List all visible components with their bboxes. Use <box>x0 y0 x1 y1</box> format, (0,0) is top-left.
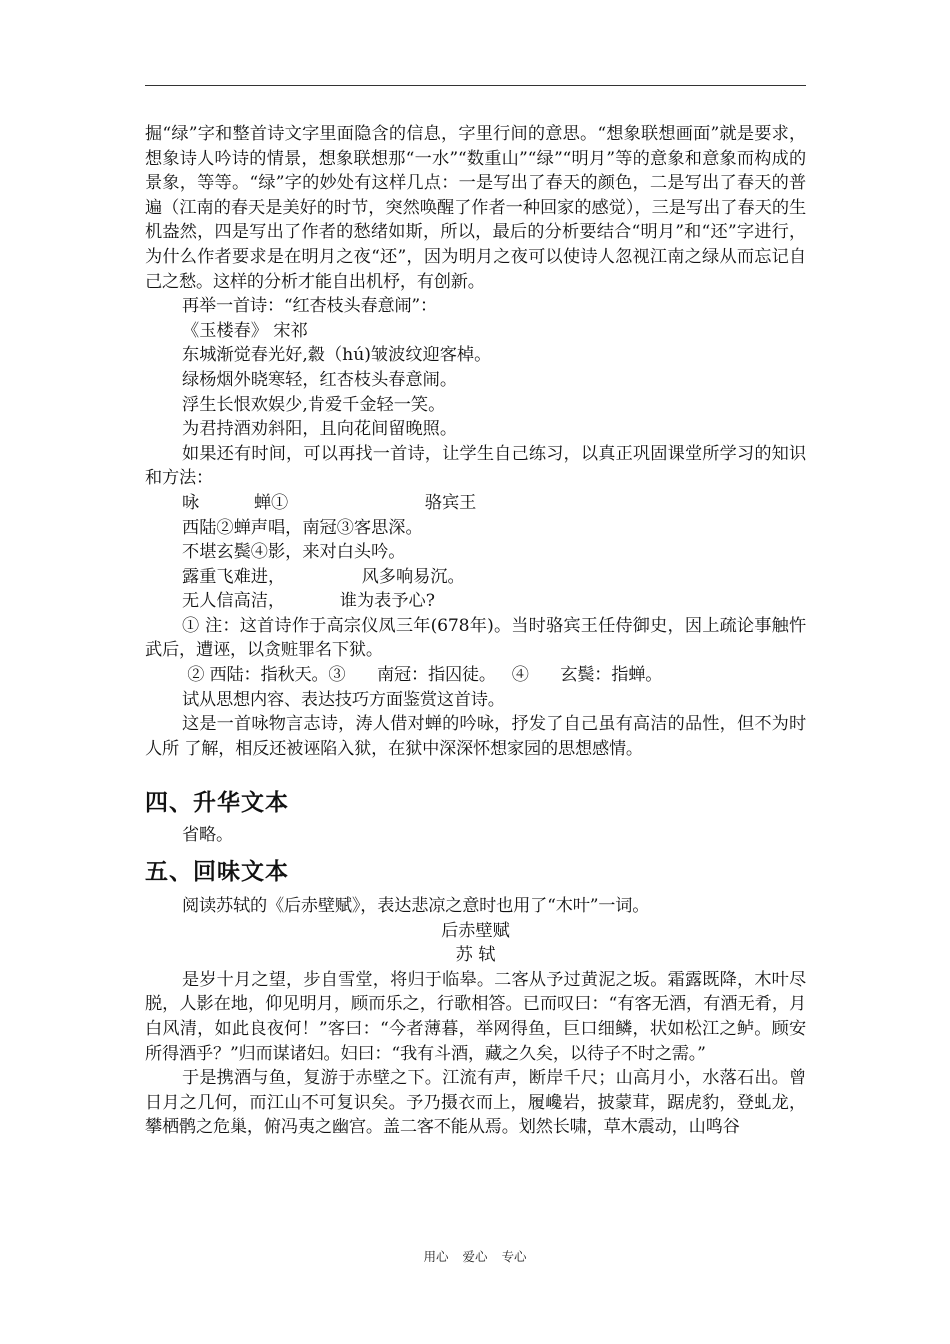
fu-paragraph: 于是携酒与鱼，复游于赤壁之下。江流有声，断岸千尺；山高月小，水落石出。曾日月之几何，而江山不可复识矣。予乃摄衣而上，履巉岩，披蒙茸，踞虎豹，登虬龙，攀栖鹘之危巢，俯冯夷之幽宫。盖二客不能从焉。划然长啸，草木震动，山鸣谷 <box>145 1068 806 1138</box>
section5-heading: 五、回味文本 <box>145 859 289 886</box>
practice-intro: 如果还有时间，可以再找一首诗，让学生自己练习，以真正巩固课堂所学习的知识和方法： <box>145 443 806 489</box>
poem2-analysis: 这是一首咏物言志诗，涛人借对蝉的吟咏，抒发了自己虽有高洁的品性，但不为时人所 了解，相反还被诬陷入狱，在狱中深深怀想家园的思想感情。 <box>145 714 806 759</box>
poem1-line: 绿杨烟外晓寒轻，红杏枝头春意闹。 <box>182 369 458 390</box>
poem1-line: 为君持酒劝斜阳，且向花间留晚照。 <box>182 419 458 440</box>
poem2-line: 露重飞难进， 风多响易沉。 <box>182 566 465 587</box>
poem1-title: 《玉楼春》 宋祁 <box>182 320 308 341</box>
poem2-title: 咏 蝉① 骆宾王 <box>182 492 477 513</box>
poem1-line: 东城渐觉春光好,縠（hú)皱波纹迎客棹。 <box>182 345 492 366</box>
poem2-line: 无人信高洁， 谁为表予心? <box>182 591 435 612</box>
page-footer: 用心 爱心 专心 <box>423 1249 527 1264</box>
poem2-note-1: ① 注：这首诗作于高宗仪凤三年(678年)。当时骆宾王任侍御史，因上疏论事触忤武后，遭诬，以贪赃罪名下狱。 <box>145 615 806 661</box>
fu-paragraph: 是岁十月之望，步自雪堂，将归于临皋。二客从予过黄泥之坂。霜露既降，木叶尽脱，人影在地，仰见明月，顾而乐之，行歌相答。已而叹曰：“有客无酒，有酒无肴，月白风清，如此良夜何！”客曰：“今者薄暮，举网得鱼，巨口细鳞，状如松江之鲈。顾安所得酒乎？”归而谋诸妇。妇曰：“我有斗酒，藏之久矣，以待子不时之需。” <box>145 969 806 1064</box>
section5-intro: 阅读苏轼的《后赤壁赋》，表达悲凉之意时也用了“木叶”一词。 <box>182 896 650 917</box>
section4-body: 省略。 <box>182 825 233 846</box>
fu-title: 后赤壁赋 <box>441 920 510 941</box>
poem2-note-2: ② 西陆：指秋天。③ 南冠：指囚徒。 ④ 玄鬓：指蝉。 <box>182 665 663 686</box>
document-body <box>145 122 806 1140</box>
intro-paragraph: 掘“绿”字和整首诗文字里面隐含的信息，字里行间的意思。“想象联想画面”就是要求，想象诗人吟诗的情景，想象联想那“一水”“数重山”“绿”“明月”等的意象和意象而构成的景象，等等。“绿”字的妙处有这样几点：一是写出了春天的颜色，二是写出了春天的普遍（江南的春天是美好的时节，突然唤醒了作者一种回家的感觉），三是写出了春天的生机盎然，四是写出了作者的愁绪如斯，所以，最后的分析要结合“明月”和“还”字进行，为什么作者要求是在明月之夜“还”，因为明月之夜可以使诗人忽视江南之绿从而忘记自己之愁。这样的分析才能自出机杼，有创新。 <box>145 124 806 292</box>
section4-heading: 四、升华文本 <box>145 790 289 817</box>
poem1-intro: 再举一首诗：“红杏枝头春意闹”： <box>182 296 437 317</box>
poem1-line: 浮生长恨欢娱少,肯爱千金轻一笑。 <box>182 394 446 415</box>
poem2-line: 西陆②蝉声唱，南冠③客思深。 <box>182 517 423 538</box>
poem2-line: 不堪玄鬓④影，来对白头吟。 <box>182 542 406 563</box>
poem2-task: 试从思想内容、表达技巧方面鉴赏这首诗。 <box>182 689 505 710</box>
fu-author: 苏 轼 <box>455 945 496 966</box>
header-rule <box>145 85 806 86</box>
